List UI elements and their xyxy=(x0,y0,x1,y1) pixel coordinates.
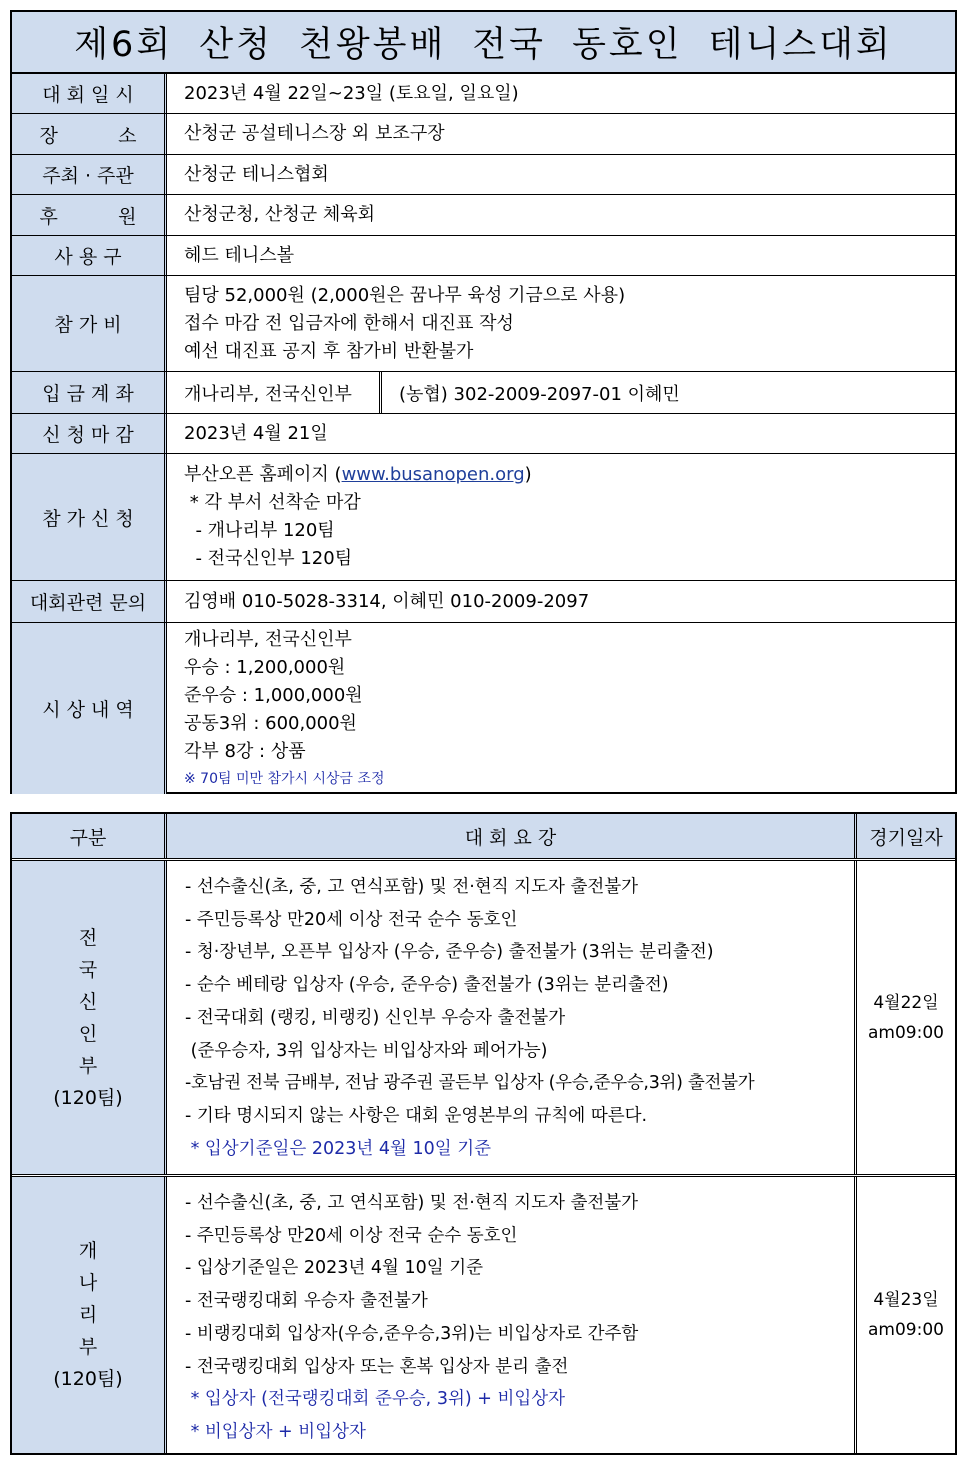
rules-table xyxy=(10,812,957,1455)
rookie-rules: - 선수출신(초, 중, 고 연식포함) 및 전·현직 지도자 출전불가 - 주민등록상 만20세 이상 전국 순수 동호인 - 청·장년부, 오픈부 입상자 (우승, 준우승) 출전불가 (3위는 분리출전) - 순수 베테랑 입상자 (우승, 준우승) 출전불가 (3위는 분리출전) - 전국대회 (랭킹, 비랭킹) 신인부 우승자 출전불가 (준우승자, 3위 입상자는 비입상자와 페어가능) -호남권 전북 금배부, 전남 광주권 골든부 입상자 (우승,준우승,3위) 출전불가 - 기타 명시되지 않는 사항은 대회 운영본부의 규칙에 따른다. * 입상기준일은 2023년 4월 10일 기준 xyxy=(167,861,857,1174)
row-apply xyxy=(12,454,955,581)
apply-prefix: 부산오픈 홈페이지 ( xyxy=(184,464,342,485)
row-venue xyxy=(12,114,955,155)
row-contact xyxy=(12,581,955,623)
rookie-division-row xyxy=(12,861,955,1177)
value-date: 2023년 4월 22일~23일 (토요일, 일요일) xyxy=(184,82,519,104)
fee-line: 예선 대진표 공지 후 참가비 반환불가 xyxy=(184,340,474,362)
label-account: 입 금 계 좌 xyxy=(12,372,167,413)
label-sponsor: 후 원 xyxy=(12,195,167,235)
value-host: 산청군 테니스협회 xyxy=(184,163,329,185)
row-prize xyxy=(12,623,955,794)
prize-line: 각부 8강 : 상품 xyxy=(184,740,306,762)
row-host xyxy=(12,155,955,195)
prize-line: 개나리부, 전국신인부 xyxy=(184,628,352,650)
fee-line: 접수 마감 전 입금자에 한해서 대진표 작성 xyxy=(184,312,514,334)
fee-line: 팀당 52,000원 (2,000원은 꿈나무 육성 기금으로 사용) xyxy=(184,284,626,306)
prize-line: 공동3위 : 600,000원 xyxy=(184,712,357,734)
tournament-info-table xyxy=(10,10,957,794)
gaenari-division-name: 개 나 리 부 (120팀) xyxy=(12,1177,167,1453)
header-rules: 대 회 요 강 xyxy=(167,814,857,858)
gaenari-division-row xyxy=(12,1177,955,1453)
rookie-division-name: 전 국 신 인 부 (120팀) xyxy=(12,861,167,1174)
prize-note: ※ 70팀 미만 참가시 시상금 조정 xyxy=(184,770,385,787)
rookie-teams: (120팀) xyxy=(53,1086,123,1109)
label-contact: 대회관련 문의 xyxy=(12,581,167,622)
account-number: (농협) 302-2009-2097-01 이혜민 xyxy=(399,383,680,405)
rookie-match-date: 4월22일 am09:00 xyxy=(868,992,944,1043)
page-title: 제6회 산청 천왕봉배 전국 동호인 테니스대회 xyxy=(12,12,955,74)
label-deadline: 신 청 마 감 xyxy=(12,414,167,453)
label-venue: 장 소 xyxy=(12,114,167,154)
apply-line: - 전국신인부 120팀 xyxy=(195,548,353,569)
row-ball xyxy=(12,236,955,276)
prize-line: 우승 : 1,200,000원 xyxy=(184,656,346,678)
header-date: 경기일자 xyxy=(857,814,955,858)
value-contact: 김영배 010-5028-3314, 이혜민 010-2009-2097 xyxy=(184,590,590,612)
account-divisions: 개나리부, 전국신인부 xyxy=(167,372,382,413)
label-date: 대 회 일 시 xyxy=(12,74,167,113)
prize-line: 준우승 : 1,000,000원 xyxy=(184,684,363,706)
header-division: 구분 xyxy=(12,814,167,858)
rookie-note: * 입상기준일은 2023년 4월 10일 기준 xyxy=(185,1138,492,1159)
row-sponsor xyxy=(12,195,955,236)
row-date xyxy=(12,74,955,114)
gaenari-note: * 입상자 (전국랭킹대회 준우승, 3위) + 비입상자 xyxy=(185,1389,566,1410)
value-venue: 산청군 공설테니스장 외 보조구장 xyxy=(184,123,445,144)
rules-header xyxy=(12,814,955,861)
homepage-link[interactable]: www.busanopen.org xyxy=(341,464,525,485)
row-deadline xyxy=(12,414,955,454)
label-fee: 참 가 비 xyxy=(12,276,167,371)
gaenari-teams: (120팀) xyxy=(53,1368,123,1390)
gaenari-note: * 비입상자 + 비입상자 xyxy=(185,1421,366,1442)
gaenari-match-date: 4월23일 am09:00 xyxy=(868,1290,944,1340)
apply-suffix: ) xyxy=(524,464,532,485)
gaenari-rules: - 선수출신(초, 중, 고 연식포함) 및 전·현직 지도자 출전불가 - 주민등록상 만20세 이상 전국 순수 동호인 - 입상기준일은 2023년 4월 10일 기준 - 전국랭킹대회 우승자 출전불가 - 비랭킹대회 입상자(우승,준우승,3위)는 비입상자로 간주함 - 전국랭킹대회 입상자 또는 혼복 입상자 분리 출전 * 입상자 (전국랭킹대회 준우승, 3위) + 비입상자 * 비입상자 + 비입상자 xyxy=(167,1177,857,1453)
apply-line: - 개나리부 120팀 xyxy=(195,520,335,541)
value-ball: 헤드 테니스볼 xyxy=(184,244,295,266)
label-host: 주최 · 주관 xyxy=(12,155,167,194)
label-prize: 시 상 내 역 xyxy=(12,623,167,794)
value-sponsor: 산청군청, 산청군 체육회 xyxy=(184,204,376,225)
label-apply: 참 가 신 청 xyxy=(12,454,167,580)
label-ball: 사 용 구 xyxy=(12,236,167,275)
apply-line: * 각 부서 선착순 마감 xyxy=(189,492,361,513)
row-account xyxy=(12,372,955,414)
row-fee xyxy=(12,276,955,372)
value-deadline: 2023년 4월 21일 xyxy=(184,422,328,444)
